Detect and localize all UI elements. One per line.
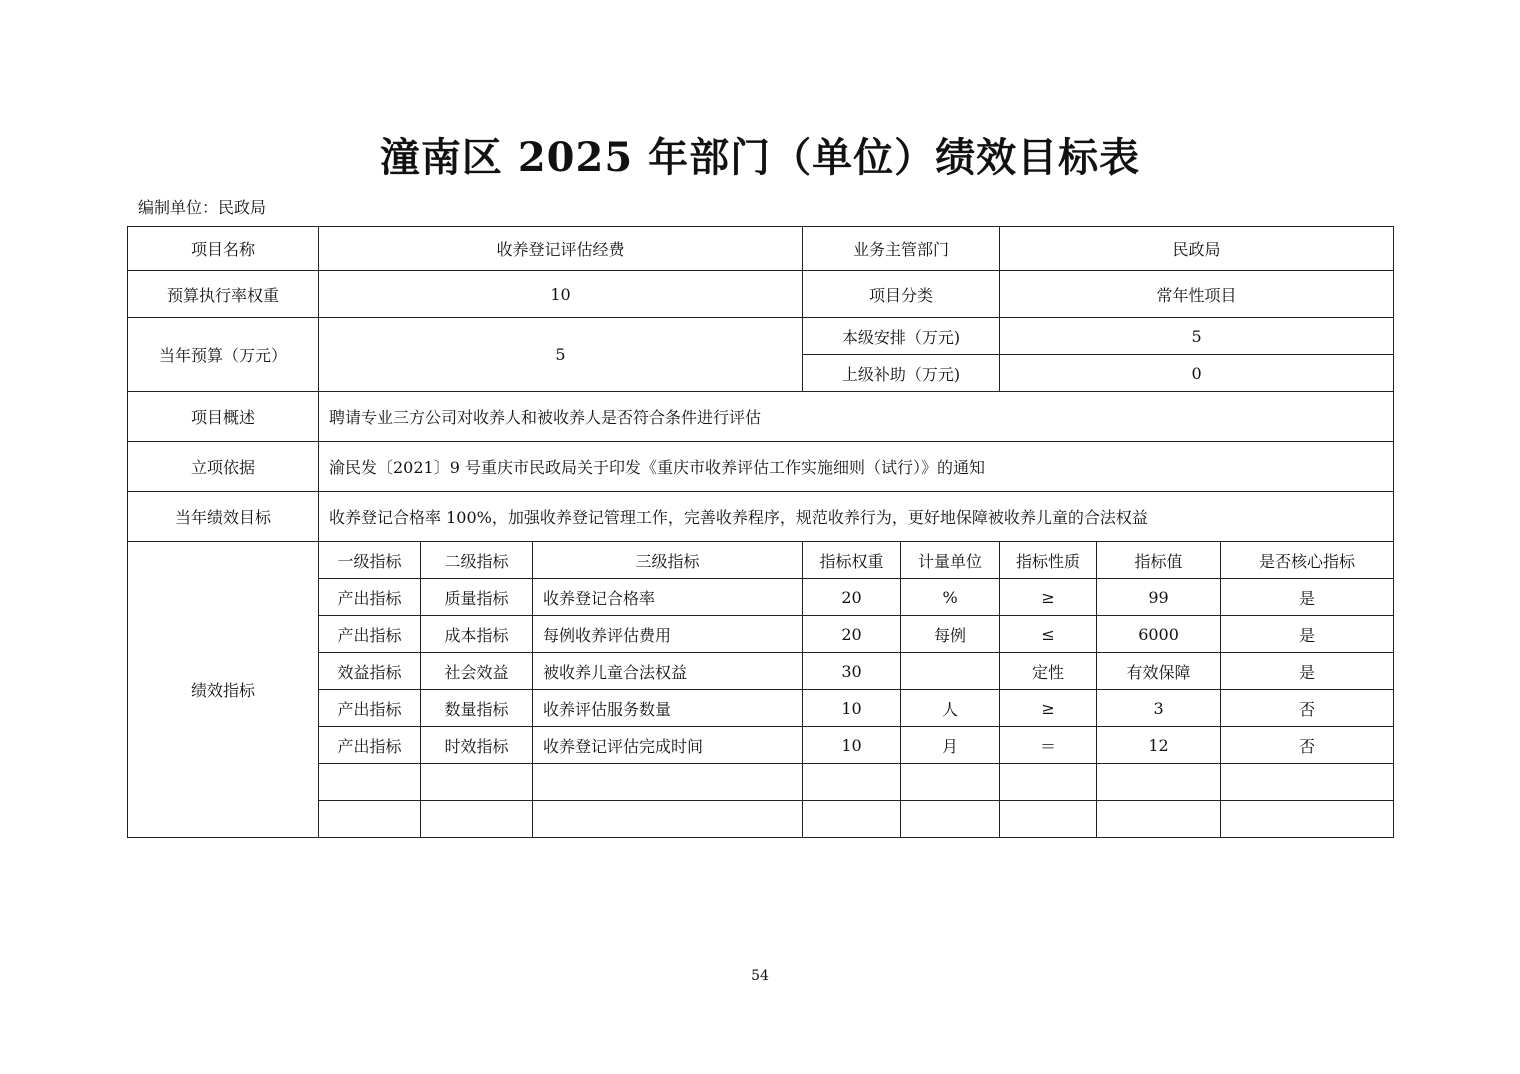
indicator-core: 是	[1221, 579, 1394, 616]
header-unit: 计量单位	[901, 542, 1000, 579]
indicator-level3: 每例收养评估费用	[533, 616, 803, 653]
project-name-value: 收养登记评估经费	[319, 227, 803, 271]
indicator-core: 否	[1221, 690, 1394, 727]
header-core: 是否核心指标	[1221, 542, 1394, 579]
indicator-level1: 产出指标	[319, 690, 421, 727]
indicator-unit: 每例	[901, 616, 1000, 653]
indicator-unit	[901, 653, 1000, 690]
header-value: 指标值	[1097, 542, 1221, 579]
indicator-weight: 20	[803, 616, 901, 653]
indicator-unit	[901, 801, 1000, 838]
header-nature: 指标性质	[1000, 542, 1097, 579]
goal-label: 当年绩效目标	[128, 492, 319, 542]
indicator-weight	[803, 764, 901, 801]
overview-value: 聘请专业三方公司对收养人和被收养人是否符合条件进行评估	[319, 392, 1394, 442]
indicator-level2: 时效指标	[421, 727, 533, 764]
goal-value: 收养登记合格率 100%，加强收养登记管理工作，完善收养程序，规范收养行为，更好地保障被收养儿童的合法权益	[319, 492, 1394, 542]
basis-value: 渝民发〔2021〕9 号重庆市民政局关于印发《重庆市收养评估工作实施细则（试行）》的通知	[319, 442, 1394, 492]
overview-label: 项目概述	[128, 392, 319, 442]
indicator-level1	[319, 764, 421, 801]
local-funding-value: 5	[1000, 318, 1394, 355]
header-level3: 三级指标	[533, 542, 803, 579]
header-weight: 指标权重	[803, 542, 901, 579]
indicator-value: 6000	[1097, 616, 1221, 653]
indicator-level2: 社会效益	[421, 653, 533, 690]
indicator-value: 有效保障	[1097, 653, 1221, 690]
performance-table	[127, 226, 1394, 838]
indicator-level2	[421, 801, 533, 838]
indicator-level3	[533, 801, 803, 838]
category-value: 常年性项目	[1000, 271, 1394, 318]
upper-subsidy-value: 0	[1000, 355, 1394, 392]
category-label: 项目分类	[803, 271, 1000, 318]
header-level2: 二级指标	[421, 542, 533, 579]
indicator-unit: %	[901, 579, 1000, 616]
page-number: 54	[751, 968, 769, 984]
indicator-nature	[1000, 764, 1097, 801]
indicator-core: 是	[1221, 616, 1394, 653]
indicator-level1: 产出指标	[319, 727, 421, 764]
indicator-value: 12	[1097, 727, 1221, 764]
compiling-unit: 编制单位：民政局	[138, 198, 267, 217]
indicator-level2	[421, 764, 533, 801]
budget-value: 5	[319, 318, 803, 392]
indicator-level1: 产出指标	[319, 579, 421, 616]
indicator-core	[1221, 801, 1394, 838]
indicator-level2: 成本指标	[421, 616, 533, 653]
indicator-level3: 被收养儿童合法权益	[533, 653, 803, 690]
indicator-nature: ≥	[1000, 579, 1097, 616]
indicator-weight: 20	[803, 579, 901, 616]
page-title: 潼南区 2025 年部门（单位）绩效目标表	[379, 134, 1141, 181]
indicator-level3	[533, 764, 803, 801]
indicator-weight: 30	[803, 653, 901, 690]
basis-label: 立项依据	[128, 442, 319, 492]
dept-value: 民政局	[1000, 227, 1394, 271]
weight-label: 预算执行率权重	[128, 271, 319, 318]
indicator-level2: 数量指标	[421, 690, 533, 727]
indicator-nature: ≤	[1000, 616, 1097, 653]
indicator-level3: 收养评估服务数量	[533, 690, 803, 727]
indicator-level2: 质量指标	[421, 579, 533, 616]
indicator-unit	[901, 764, 1000, 801]
indicator-core: 是	[1221, 653, 1394, 690]
indicator-level3: 收养登记合格率	[533, 579, 803, 616]
indicator-weight	[803, 801, 901, 838]
indicator-level1: 效益指标	[319, 653, 421, 690]
local-funding-label: 本级安排（万元)	[803, 318, 1000, 355]
indicator-nature: ≥	[1000, 690, 1097, 727]
indicator-unit: 人	[901, 690, 1000, 727]
indicator-nature: ＝	[1000, 727, 1097, 764]
indicator-core: 否	[1221, 727, 1394, 764]
project-name-label: 项目名称	[128, 227, 319, 271]
dept-label: 业务主管部门	[803, 227, 1000, 271]
indicator-level3: 收养登记评估完成时间	[533, 727, 803, 764]
indicator-level1: 产出指标	[319, 616, 421, 653]
indicator-weight: 10	[803, 727, 901, 764]
indicator-weight: 10	[803, 690, 901, 727]
indicator-unit: 月	[901, 727, 1000, 764]
indicator-value	[1097, 764, 1221, 801]
indicator-nature: 定性	[1000, 653, 1097, 690]
weight-value: 10	[319, 271, 803, 318]
indicator-core	[1221, 764, 1394, 801]
indicator-header-row	[128, 542, 1394, 579]
indicator-value	[1097, 801, 1221, 838]
indicator-nature	[1000, 801, 1097, 838]
budget-label: 当年预算（万元）	[128, 318, 319, 392]
upper-subsidy-label: 上级补助（万元)	[803, 355, 1000, 392]
indicator-level1	[319, 801, 421, 838]
indicator-value: 99	[1097, 579, 1221, 616]
indicators-label: 绩效指标	[128, 542, 319, 838]
header-level1: 一级指标	[319, 542, 421, 579]
indicator-value: 3	[1097, 690, 1221, 727]
